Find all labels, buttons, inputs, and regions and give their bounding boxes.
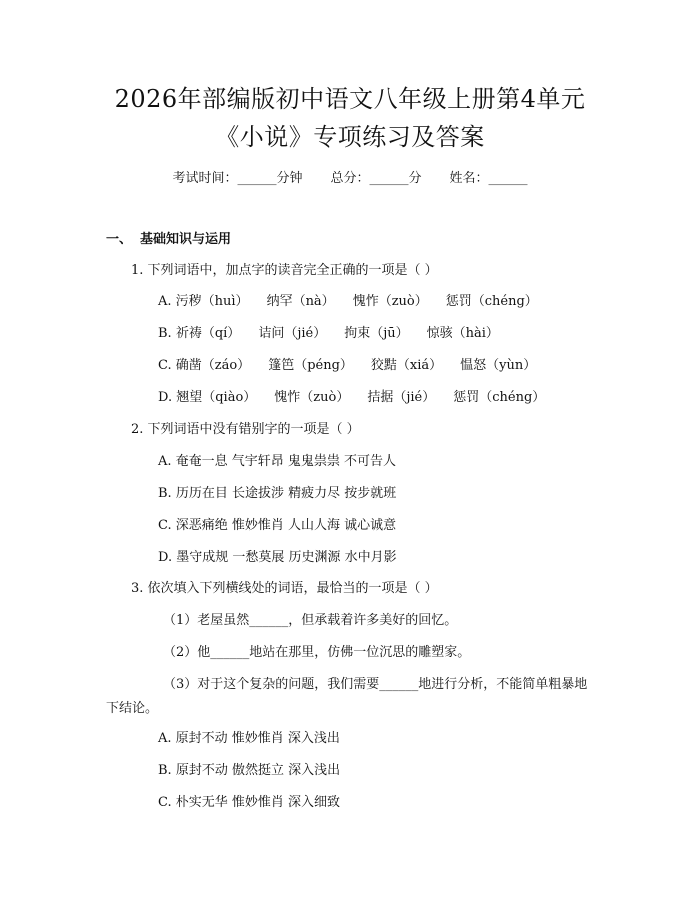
option-term: 拘束（jū） <box>344 326 409 341</box>
question-1-option-a <box>158 293 538 311</box>
section-heading <box>106 231 231 249</box>
question-3-stem: 3. 依次填入下列横线处的词语，最恰当的一项是（ ） <box>131 581 438 596</box>
option-term: 惊骇（hài） <box>426 326 499 341</box>
question-1-option-c <box>158 357 536 375</box>
question-3-sentence-3: （3）对于这个复杂的问题，我们需要______地进行分析，不能简单粗暴地下结论。 <box>106 677 588 716</box>
question-1-option-d <box>158 389 545 407</box>
question-3-option-b: B. 原封不动 傲然挺立 深入浅出 <box>158 763 341 778</box>
option-term: 狡黠（xiá） <box>370 358 443 373</box>
question-3-option-a: A. 原封不动 惟妙惟肖 深入浅出 <box>158 731 340 746</box>
question-3-sentence-2: （2）他______地站在那里，仿佛一位沉思的雕塑家。 <box>163 645 471 660</box>
option-term: 纳罕（nà） <box>266 294 335 309</box>
page-subtitle: 《小说》专项练习及答案 <box>215 123 485 151</box>
exam-time: 考试时间：______分钟 <box>172 171 303 186</box>
section-number: 一、 <box>106 232 133 247</box>
option-term: 愠怒（yùn） <box>460 358 537 373</box>
question-2-option-c: C. 深恶痛绝 惟妙惟肖 人山人海 诚心诚意 <box>158 518 397 533</box>
option-term: 拮据（jié） <box>367 390 436 405</box>
exam-meta <box>0 170 700 188</box>
question-1-stem: 1. 下列词语中，加点字的读音完全正确的一项是（ ） <box>131 263 438 278</box>
question-3-option-c: C. 朴实无华 惟妙惟肖 深入细致 <box>158 795 341 810</box>
option-term: D. 翘望（qiào） <box>158 390 257 405</box>
question-1-option-b <box>158 325 499 343</box>
option-term: C. 确凿（záo） <box>158 358 251 373</box>
exam-name: 姓名：______ <box>449 171 528 186</box>
option-term: 诘问（jié） <box>258 326 327 341</box>
option-term: 篷笆（péng） <box>268 358 353 373</box>
option-term: A. 污秽（huì） <box>158 294 249 309</box>
question-2-option-b: B. 历历在目 长途拔涉 精疲力尽 按步就班 <box>158 486 397 501</box>
question-2-option-d: D. 墨守成规 一愁莫展 历史渊源 水中月影 <box>158 550 397 565</box>
question-3-sentence-1: （1）老屋虽然______，但承载着许多美好的回忆。 <box>163 613 458 628</box>
section-title: 基础知识与运用 <box>140 232 232 247</box>
question-2-stem: 2. 下列词语中没有错别字的一项是（ ） <box>131 422 360 437</box>
option-term: 愧怍（zuò） <box>352 294 428 309</box>
option-term: 惩罚（chéng） <box>453 390 546 405</box>
exam-score: 总分：______分 <box>330 171 422 186</box>
option-term: 惩罚（chéng） <box>445 294 538 309</box>
option-term: B. 祈祷（qí） <box>158 326 241 341</box>
question-2-option-a: A. 奄奄一息 气宇轩昂 鬼鬼祟祟 不可告人 <box>158 454 397 469</box>
page-title: 2026年部编版初中语文八年级上册第4单元 <box>114 85 586 113</box>
option-term: 愧怍（zuò） <box>274 390 350 405</box>
